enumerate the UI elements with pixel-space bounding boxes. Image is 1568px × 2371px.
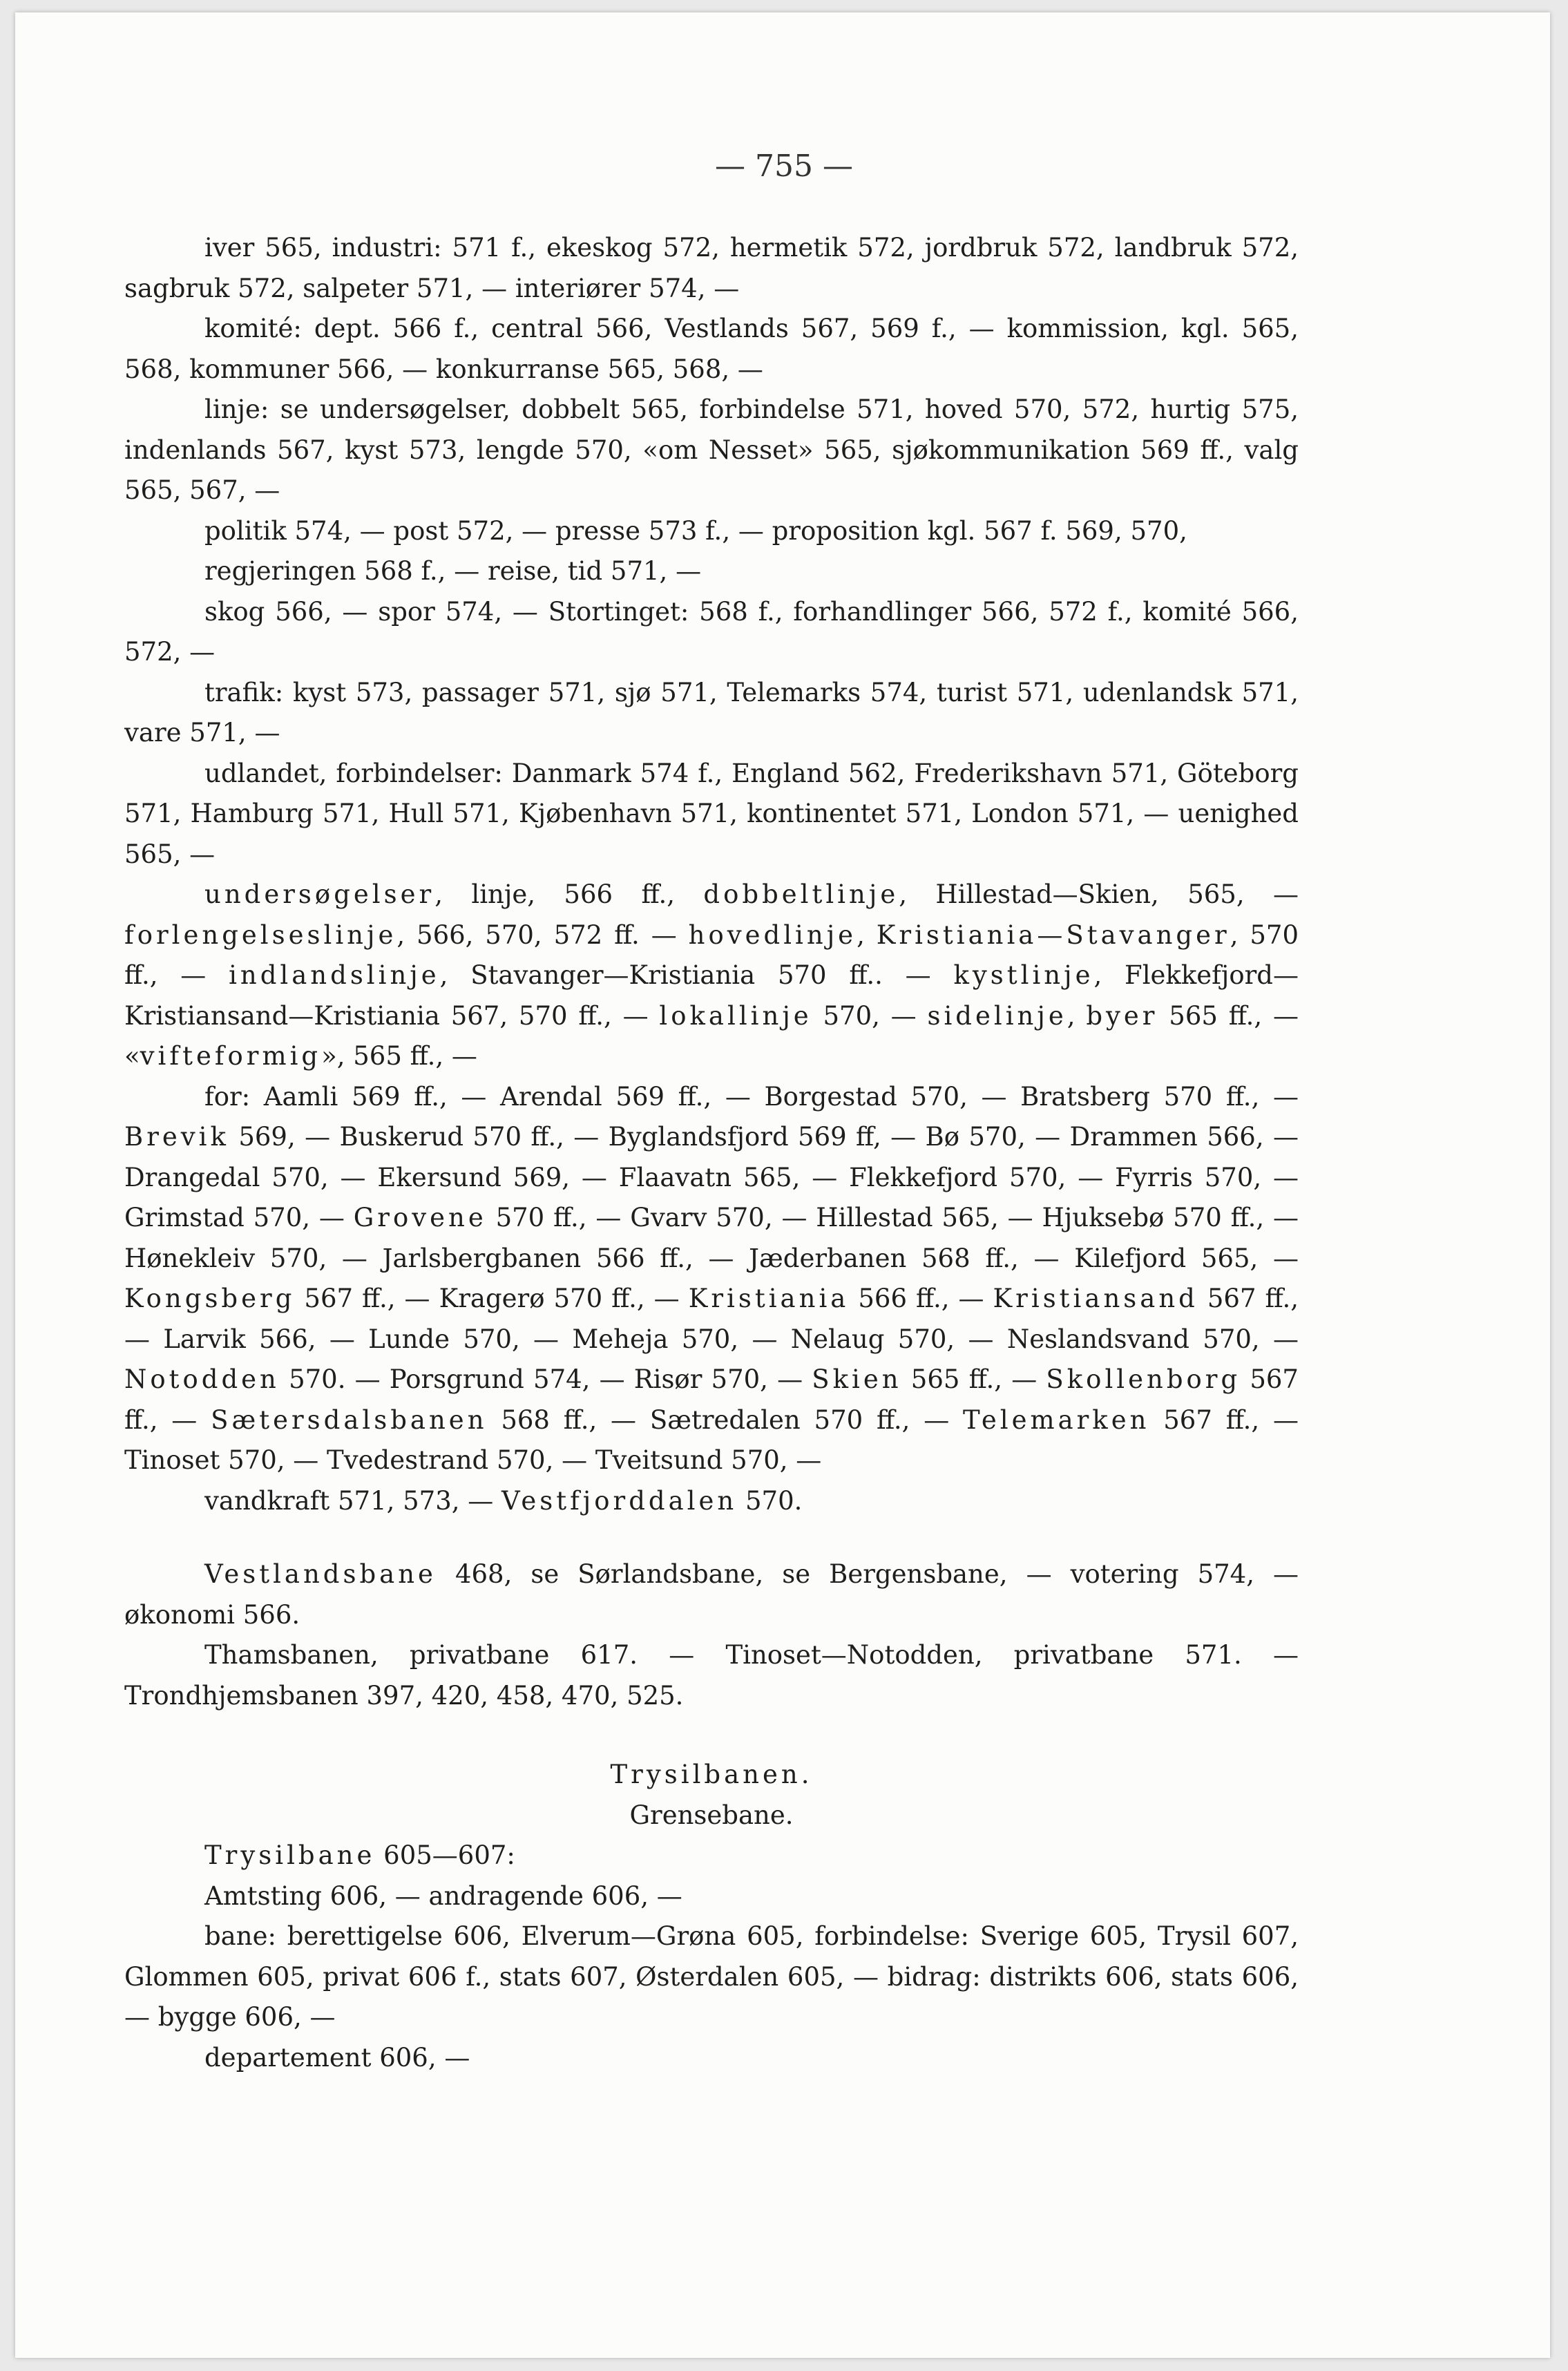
text-run: ,: [1067, 1000, 1087, 1031]
text-run: 565 ff., —: [901, 1364, 1046, 1394]
term: Kristiansand: [993, 1284, 1198, 1313]
index-entry: iver 565, industri: 571 f., ekeskog 572, hermetik 572, jordbruk 572, landbruk 572, sagbruk 572, salpeter 571, — interiører 574, —: [124, 233, 1299, 303]
text-run: , 566, 570, 572 ff. —: [396, 920, 689, 950]
term: byer: [1086, 1000, 1158, 1031]
term: vifteformig: [140, 1041, 322, 1071]
section-title: Trysilbanen.: [610, 1760, 813, 1789]
index-entry-undersogelser: [124, 875, 1299, 1077]
index-entry: linje: se undersøgelser, dobbelt 565, forbindelse 571, hoved 570, 572, hurtig 575, indenlands 567, kyst 573, lengde 570, «om Nesset» 565, sjøkommunikation 569 ff., valg 565, 567, —: [124, 394, 1299, 505]
text-run: 570 ff., — Gvarv 570, — Hillestad 565, — Hjuksebø 570 ff., — Hønekleiv 570, — Jarlsbergbanen 566 ff., — Jæderbanen 568 ff., — Kilefjord 565, —: [124, 1203, 1299, 1273]
text-run: vandkraft 571, 573, —: [204, 1485, 502, 1516]
text-run: 567 ff., —: [124, 1364, 1299, 1435]
text-run: , Stavanger—Kristiania 570 ff.. —: [439, 960, 954, 990]
text-run: 569, — Buskerud 570 ff., — Byglandsfjord 569 ff, — Bø 570, — Drammen 566, — Drangedal 570, — Ekersund 569, — Flaavatn 565, — Flekkefjord 570, — Fyrris 570, — Grimstad 570, —: [124, 1122, 1299, 1232]
term: Kristiania—Stavanger: [876, 920, 1230, 950]
index-entry: politik 574, — post 572, — presse 573 f., — proposition kgl. 567 f. 569, 570,: [204, 515, 1187, 546]
text-run: , Flekkefjord—Kristiansand—Kristiania 567, 570 ff., —: [124, 960, 1299, 1031]
index-entry-vestlandsbane: [124, 1554, 1299, 1635]
text-run: for: Aamli 569 ff., — Arendal 569 ff., — Borgestad 570, — Bratsberg 570 ff., —: [204, 1081, 1299, 1112]
text-run: , 570 ff., —: [124, 920, 1299, 990]
index-entry-vandkraft: [124, 1481, 1299, 1522]
index-entry-thamsbanen: Thamsbanen, privatbane 617. — Tinoset—Notodden, privatbane 571. — Trondhjemsbanen 397, 420, 458, 470, 525.: [124, 1640, 1299, 1711]
text-run: », 565 ff., —: [321, 1041, 477, 1071]
index-entry: skog 566, — spor 574, — Stortinget: 568 f., forhandlinger 566, 572 f., komité 566, 572, —: [124, 596, 1299, 667]
index-entry-for: [124, 1077, 1299, 1481]
term: Trysilbane: [204, 1840, 376, 1870]
text-run: ,: [857, 920, 877, 950]
text-run: 566 ff., —: [849, 1284, 993, 1313]
text-run: 567 ff., — Larvik 566, — Lunde 570, — Meheja 570, — Nelaug 570, — Neslandsvand 570, —: [124, 1284, 1299, 1354]
term: lokallinje: [659, 1000, 812, 1031]
term: Kongsberg: [124, 1284, 296, 1313]
index-entry: regjeringen 568 f., — reise, tid 571, —: [204, 556, 702, 586]
index-entry: bane: berettigelse 606, Elverum—Grøna 605, forbindelse: Sverige 605, Trysil 607, Glommen 605, privat 606 f., stats 607, Østerdalen 605, — bidrag: distrikts 606, stats 606, — bygge 606, —: [124, 1921, 1299, 2032]
index-entry: departement 606, —: [204, 2042, 470, 2073]
text-run: 570, —: [812, 1000, 928, 1031]
text-run: 567 ff., — Kragerø 570 ff., —: [295, 1284, 689, 1313]
index-entry: Amtsting 606, — andragende 606, —: [204, 1880, 682, 1911]
term: sidelinje: [927, 1000, 1067, 1031]
term: Telemarken: [963, 1404, 1150, 1435]
index-entry: udlandet, forbindelser: Danmark 574 f., England 562, Frederikshavn 571, Göteborg 571, Hamburg 571, Hull 571, Kjøbenhavn 571, kontinentet 571, London 571, — uenighed 565, —: [124, 758, 1299, 869]
text-run: 570.: [737, 1485, 803, 1516]
section-subtitle: Grensebane.: [629, 1800, 794, 1830]
term: Grovene: [353, 1203, 487, 1232]
index-entry-trysilbane: [124, 1836, 1299, 1876]
term: undersøgelser: [204, 879, 435, 909]
term: Brevik: [124, 1122, 229, 1152]
text-run: 605—607:: [375, 1840, 515, 1870]
text-run: 568 ff., — Sætredalen 570 ff., —: [487, 1404, 964, 1435]
text-run: 570. — Porsgrund 574, — Risør 570, —: [279, 1364, 812, 1394]
term: Vestfjorddalen: [501, 1485, 738, 1516]
term: forlengelseslinje: [124, 920, 397, 950]
term: Vestlandsbane: [204, 1559, 437, 1589]
text-run: , Hillestad—Skien, 565, —: [899, 879, 1299, 909]
text-run: 468, se Sørlandsbane, se Bergensbane, — votering 574, — økonomi 566.: [124, 1559, 1299, 1630]
text-run: 567 ff., — Tinoset 570, — Tvedestrand 570, — Tveitsund 570, —: [124, 1404, 1299, 1475]
page-number: — 755 —: [715, 149, 853, 184]
term: Skien: [812, 1364, 902, 1394]
index-body: [124, 228, 1299, 2078]
term: Skollenborg: [1046, 1364, 1241, 1394]
index-entry: komité: dept. 566 f., central 566, Vestlands 567, 569 f., — kommission, kgl. 565, 568, kommuner 566, — konkurranse 565, 568, —: [124, 314, 1299, 384]
term: Sætersdalsbanen: [211, 1404, 488, 1435]
term: Kristiania: [688, 1284, 850, 1313]
term: Notodden: [124, 1364, 280, 1394]
term: indlandslinje: [229, 960, 440, 990]
term: kystlinje: [953, 960, 1094, 990]
term: hovedlinje: [688, 920, 857, 950]
text-run: , linje, 566 ff.,: [434, 879, 704, 909]
text-run: 565 ff., — «: [124, 1000, 1299, 1071]
index-entry: trafik: kyst 573, passager 571, sjø 571, Telemarks 574, turist 571, udenlandsk 571, vare 571, —: [124, 677, 1299, 748]
term: dobbeltlinje: [703, 879, 899, 909]
